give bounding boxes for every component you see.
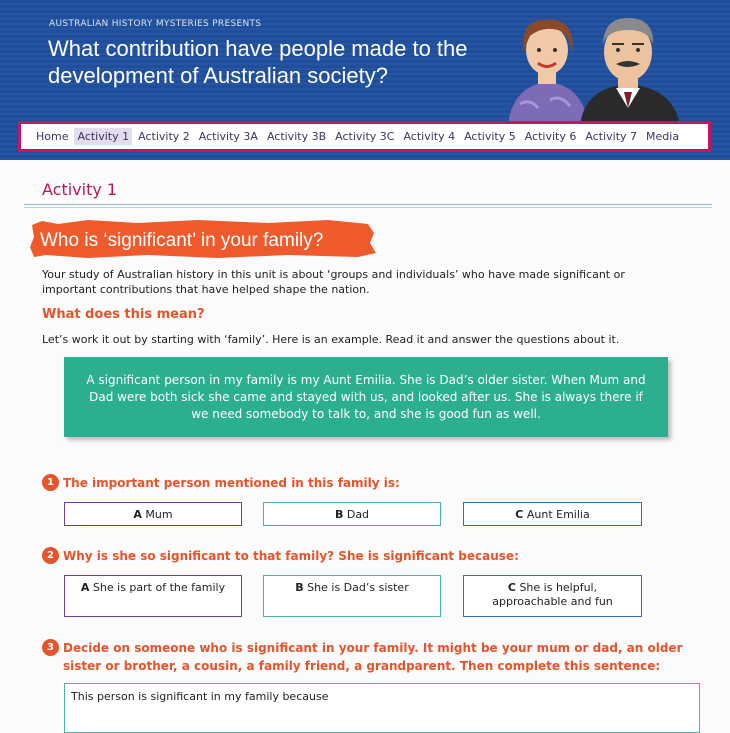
option-letter: A — [133, 508, 142, 521]
nav-activity-2[interactable]: Activity 2 — [138, 130, 190, 143]
nav-activity-6[interactable]: Activity 6 — [524, 130, 577, 143]
main-navigation — [18, 121, 711, 152]
presents-label: AUSTRALIAN HISTORY MYSTERIES PRESENTS — [49, 19, 262, 29]
option-letter: B — [295, 581, 304, 594]
man-portrait-icon — [580, 18, 680, 126]
question-1 — [42, 474, 703, 492]
nav-activity-3b[interactable]: Activity 3B — [266, 130, 327, 143]
q2-option-a[interactable] — [64, 575, 242, 617]
option-letter: A — [80, 581, 90, 594]
question-text: Decide on someone who is significant in your family. It might be your mum or dad, an older sister or brother, a cousin, a family friend, a grandparent. Then complete this sentence: — [63, 641, 683, 673]
nav-activity-3c[interactable]: Activity 3C — [335, 130, 395, 143]
option-text: She is helpful, approachable and fun — [492, 581, 613, 608]
q1-option-b[interactable] — [263, 502, 441, 526]
option-text: Mum — [145, 508, 173, 521]
nav-activity-5[interactable]: Activity 5 — [464, 130, 516, 143]
option-text: She is Dad’s sister — [307, 581, 409, 594]
answer-textarea[interactable]: This person is significant in my family because — [64, 683, 700, 733]
question-number: 2 — [42, 547, 59, 564]
section-banner — [28, 219, 378, 259]
nav-media[interactable]: Media — [646, 130, 680, 143]
option-letter: B — [334, 508, 344, 521]
woman-portrait-icon — [508, 20, 588, 126]
option-text: Aunt Emilia — [526, 508, 590, 521]
divider — [24, 207, 712, 208]
page-title: What contribution have people made to the development of Australian society? — [48, 36, 468, 88]
question-2 — [42, 547, 703, 565]
activity-heading: Activity 1 — [42, 180, 118, 199]
question-text: Why is she so significant to that family? She is significant because: — [63, 549, 519, 563]
divider — [24, 204, 712, 205]
site-header — [0, 0, 730, 160]
q1-option-c[interactable] — [463, 502, 642, 526]
q1-option-a[interactable] — [64, 502, 242, 526]
option-text: She is part of the family — [92, 581, 226, 594]
question-number: 3 — [42, 639, 59, 656]
nav-activity-7[interactable]: Activity 7 — [585, 130, 638, 143]
q2-option-c[interactable] — [463, 575, 642, 617]
nav-activity-3a[interactable]: Activity 3A — [198, 130, 258, 143]
nav-activity-1[interactable]: Activity 1 — [74, 128, 132, 145]
question-number: 1 — [42, 474, 59, 491]
option-letter: C — [515, 508, 524, 521]
nav-activity-4[interactable]: Activity 4 — [403, 130, 456, 143]
option-letter: C — [507, 581, 516, 594]
nav-home[interactable]: Home — [36, 130, 69, 143]
portrait-illustration — [490, 8, 730, 126]
subheading: What does this mean? — [42, 307, 205, 322]
question-3 — [42, 639, 703, 675]
option-text: Dad — [346, 508, 370, 521]
banner-title: Who is ‘significant’ in your family? — [40, 230, 324, 251]
question-text: The important person mentioned in this family is: — [63, 476, 400, 490]
example-quote: A significant person in my family is my Aunt Emilia. She is Dad’s older sister. When Mum and Dad were both sick she came and stayed with us, and looked after us. She is always there if we need somebody to talk to, and she is good fun as well. — [64, 357, 668, 437]
q2-option-b[interactable] — [263, 575, 441, 617]
lead-text: Let’s work it out by starting with ‘family’. Here is an example. Read it and answer the questions about it. — [42, 333, 620, 346]
intro-text: Your study of Australian history in this unit is about ‘groups and individuals’ who have made significant or important contributions that have helped shape the nation. — [42, 268, 625, 296]
